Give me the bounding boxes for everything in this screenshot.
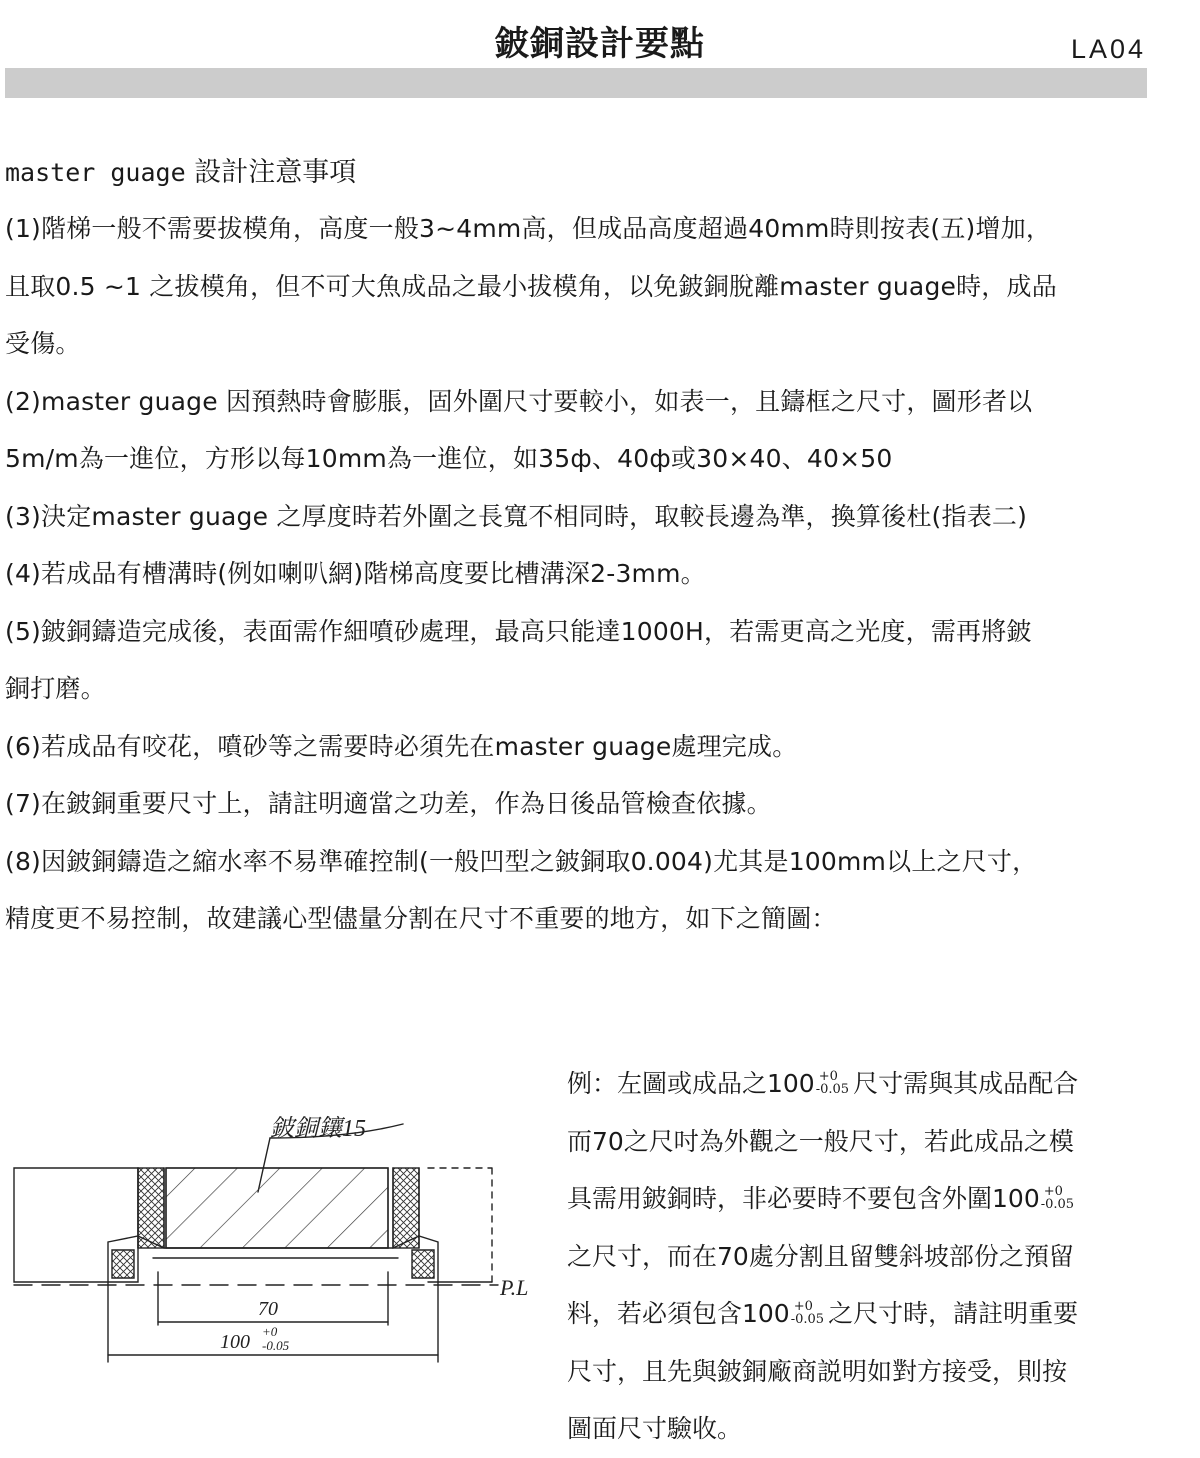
left-wall-hatch: [138, 1168, 164, 1248]
body-line: 銅打磨。: [5, 674, 106, 703]
body-line: 且取0.5 ~1 之拔模角，但不可大魚成品之最小拔模角，以免鈹銅脫離master guage時，成品: [5, 271, 1057, 301]
example-text-part: 料，若必須包含100: [567, 1299, 790, 1328]
tolerance-upper: +0: [818, 1069, 838, 1084]
body-line: (4)若成品有槽溝時(例如喇叭網)階梯高度要比槽溝深2-3mm。: [5, 559, 706, 588]
example-line: [567, 1055, 1157, 1113]
dim-inner-label: 70: [258, 1298, 278, 1320]
example-line: 之尺寸，而在70處分割且留雙斜坡部份之預留: [567, 1241, 1074, 1271]
body-line: (1)階梯一般不需要拔模角，高度一般3~4mm高，但成品高度超過40mm時則按表(五)增加，: [5, 214, 1052, 243]
right-wall-hatch: [393, 1168, 419, 1248]
dim-outer-tol-upper: +0: [262, 1324, 278, 1339]
example-text-part: 之尺寸時，請註明重要: [828, 1299, 1079, 1328]
example-line: [567, 1170, 1157, 1228]
body-line: (7)在鈹銅重要尺寸上，請註明適當之功差，作為日後品管檢查依據。: [5, 789, 772, 818]
example-line: 尺寸，且先與鈹銅廠商説明如對方接受，則按: [567, 1356, 1068, 1386]
body-line: (3)決定master guage 之厚度時若外圍之長寬不相同時，取較長邊為準，換算後杜(指表二): [5, 501, 1028, 531]
tolerance: [1041, 1185, 1074, 1211]
body-line: 5m/m為一進位，方形以每10mm為一進位，如35ф、40ф或30×40、40×50: [5, 444, 893, 473]
header-bar: [5, 68, 1147, 98]
body-line: (6)若成品有咬花，噴砂等之需要時必須先在master guage處理完成。: [5, 731, 798, 761]
callout-label: 鈹銅鑲15: [270, 1116, 366, 1142]
tolerance-lower: -0.05: [1040, 1197, 1075, 1212]
tolerance-lower: -0.05: [790, 1312, 825, 1327]
section-heading-cjk: 設計注意事項: [185, 157, 357, 188]
page-code: LA04: [1070, 34, 1146, 64]
tolerance-lower: -0.05: [815, 1082, 850, 1097]
example-text-part: 例：左圖或成品之100: [567, 1069, 815, 1098]
example-line: [567, 1285, 1157, 1343]
example-text-part: 尺寸需與其成品配合: [853, 1069, 1079, 1098]
section-heading: [5, 150, 356, 189]
body-line: (5)鈹銅鑄造完成後，表面需作細噴砂處理，最高只能達1000H，若需更高之光度，需再將鈹: [5, 616, 1032, 646]
tolerance-upper: +0: [793, 1299, 813, 1314]
section-heading-mono: master guage: [5, 158, 186, 187]
body-line: (2)master guage 因預熱時會膨脹，固外圍尺寸要較小，如表一，且鑄框之尺寸，圖形者以: [5, 386, 1033, 416]
dim-outer-label: 100: [220, 1331, 250, 1353]
example-line: 而70之尺吋為外觀之一般尺寸，若此成品之模: [567, 1126, 1074, 1156]
body-text: [5, 200, 1150, 948]
tolerance: [791, 1300, 824, 1326]
tolerance-upper: +0: [1043, 1184, 1063, 1199]
body-line: 精度更不易控制，故建議心型儘量分割在尺寸不重要的地方，如下之簡圖：: [5, 904, 837, 933]
example-text-part: 具需用鈹銅時，非必要時不要包含外圍100: [567, 1184, 1040, 1213]
parting-line-label: P.L: [500, 1275, 529, 1300]
tolerance: [816, 1070, 849, 1096]
insert-hatch: [166, 1168, 388, 1248]
example-text: [567, 1055, 1157, 1458]
body-line: (8)因鈹銅鑄造之縮水率不易準確控制(一般凹型之鈹銅取0.004)尤其是100mm以上之尺寸，: [5, 846, 1038, 876]
beryllium-copper-insert-diagram: [8, 1100, 548, 1370]
example-line: 圖面尺寸驗收。: [567, 1414, 743, 1443]
body-line: 受傷。: [5, 329, 81, 358]
dim-outer-tol-lower: -0.05: [262, 1338, 290, 1353]
page-title: 鈹銅設計要點: [495, 24, 705, 64]
